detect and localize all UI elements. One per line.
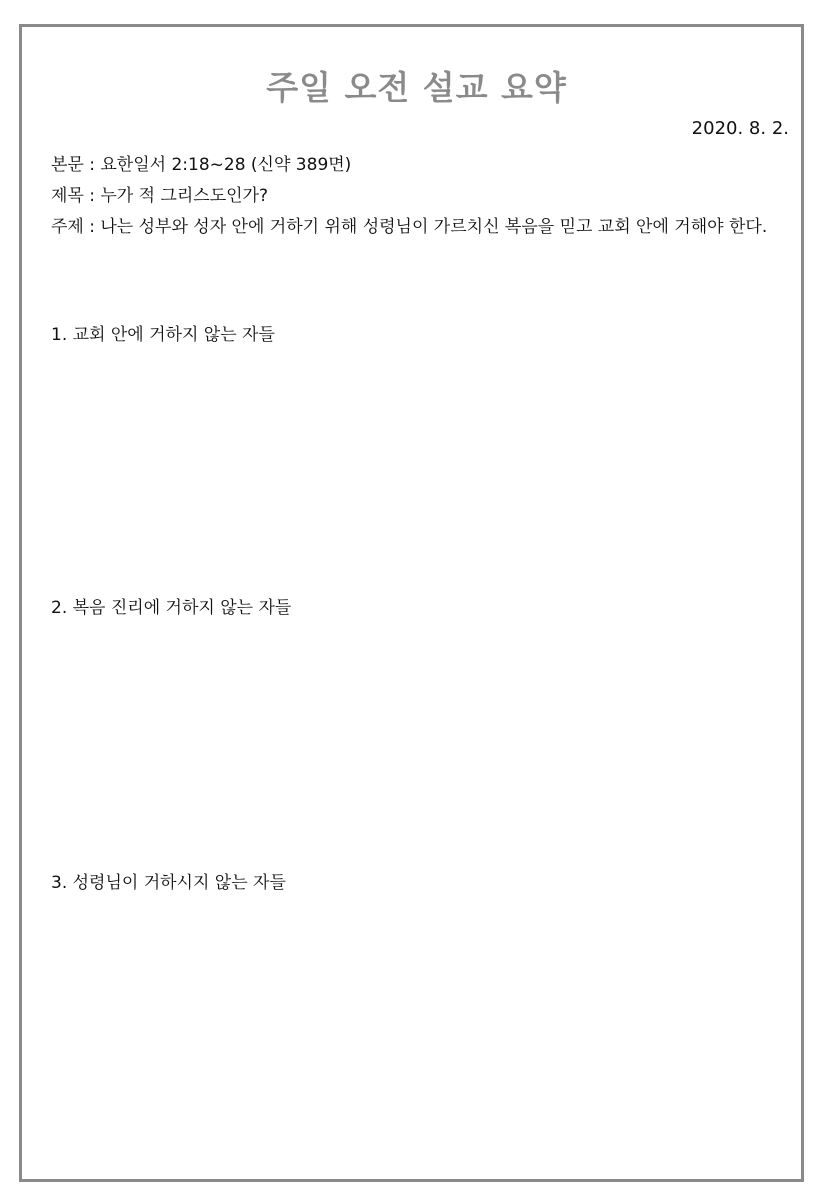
sermon-title-line: 제목 : 누가 적 그리스도인가? (51, 186, 269, 206)
section-heading-2: 2. 복음 진리에 거하지 않는 자들 (51, 598, 292, 618)
sermon-info (51, 150, 786, 243)
section-heading-1: 1. 교회 안에 거하지 않는 자들 (51, 325, 275, 345)
theme-line: 주제 : 나는 성부와 성자 안에 거하기 위해 성령님이 가르치신 복음을 믿고 교회 안에 거해야 한다. (51, 217, 768, 237)
sermon-date: 2020. 8. 2. (691, 118, 789, 139)
section-heading-3: 3. 성령님이 거하시지 않는 자들 (51, 873, 286, 893)
document-title: 주일 오전 설교 요약 (266, 68, 567, 107)
scripture-line: 본문 : 요한일서 2:18~28 (신약 389면) (51, 155, 352, 175)
